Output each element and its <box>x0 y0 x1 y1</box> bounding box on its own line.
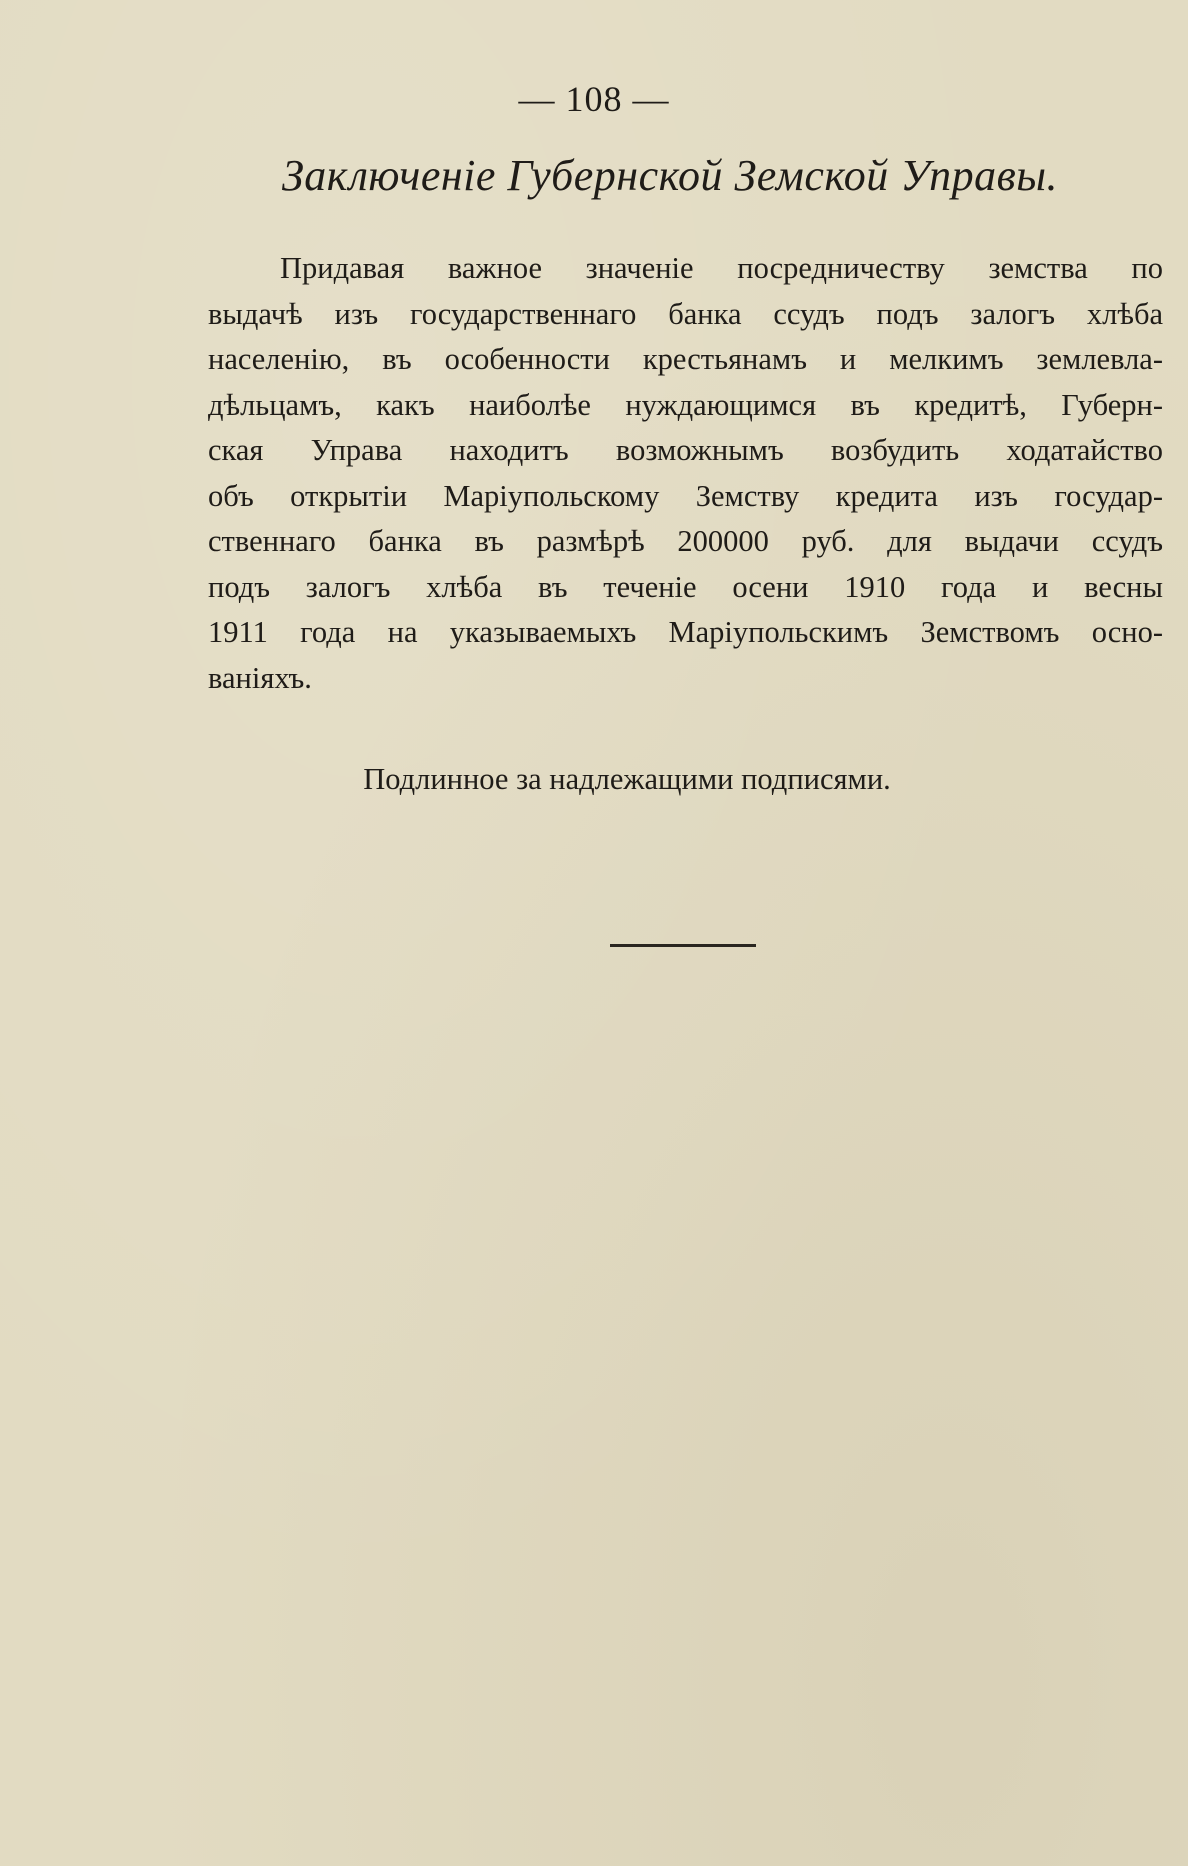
body-paragraph <box>208 246 1163 701</box>
body-line: ственнаго банка въ размѣрѣ 200000 руб. для выдачи ссудъ <box>208 524 1163 558</box>
body-line: 1911 года на указываемыхъ Маріупольскимъ Земствомъ осно- <box>208 615 1163 649</box>
body-line: объ открытіи Маріупольскому Земству кредита изъ государ- <box>208 478 1163 513</box>
body-line: выдачѣ изъ государственнаго банка ссудъ подъ залогъ хлѣба <box>208 296 1163 331</box>
body-line: ская Управа находитъ возможнымъ возбудить ходатайство <box>208 433 1163 467</box>
separator-rule <box>610 944 756 947</box>
body-line: дѣльцамъ, какъ наиболѣе нуждающимся въ кредитѣ, Губерн- <box>208 387 1163 422</box>
body-line: населенію, въ особенности крестьянамъ и мелкимъ землевла- <box>208 342 1163 376</box>
section-heading: Заключеніе Губернской Земской Управы. <box>281 151 1059 200</box>
signature-note: Подлинное за надлежащими подписями. <box>363 762 891 796</box>
body-line: ваніяхъ. <box>208 660 312 695</box>
page-number: — 108 — <box>518 79 670 119</box>
body-line: подъ залогъ хлѣба въ теченіе осени 1910 года и весны <box>208 569 1163 604</box>
body-line: Придавая важное значеніе посредничеству земства по <box>280 251 1163 285</box>
